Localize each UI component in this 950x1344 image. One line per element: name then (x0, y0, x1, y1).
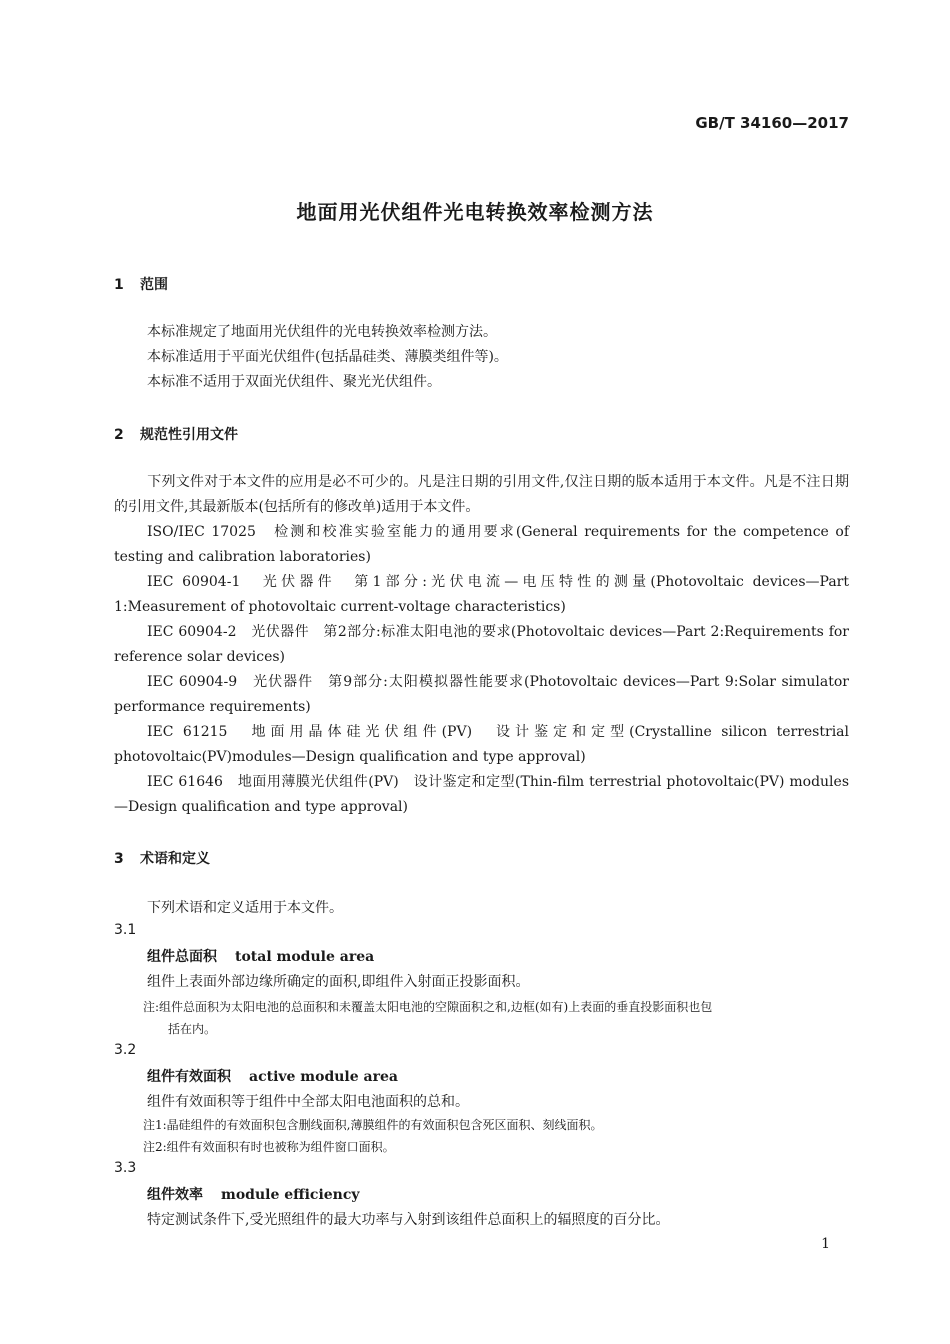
intro-text: 下列文件对于本文件的应用是必不可少的。凡是注日期的引用文件,仅注日期的版本适用于本文件。凡是不注日期的引用文件,其最新版本(包括所有的修改单)适用于本文件。 (114, 474, 849, 515)
term-en: module efficiency (221, 1187, 360, 1203)
reference-text: IEC 61646 地面用薄膜光伏组件(PV) 设计鉴定和定型(Thin-film terrestrial photovoltaic(PV) modules—Design qualification and type approval) (114, 774, 849, 815)
paragraph: 本标准不适用于双面光伏组件、聚光光伏组件。 (147, 374, 441, 390)
note-text: 组件总面积为太阳电池的总面积和未覆盖太阳电池的空隙面积之和,边框(如有)上表面的垂直投影面积也包 (159, 1000, 713, 1014)
paragraph: 本标准适用于平面光伏组件(包括晶硅类、薄膜类组件等)。 (147, 349, 508, 365)
standard-code: GB/T 34160—2017 (695, 114, 849, 132)
section-2-heading (114, 424, 238, 444)
reference-text: ISO/IEC 17025 检测和校准实验室能力的通用要求(General requirements for the competence of testing and calibration laboratories) (114, 524, 849, 565)
paragraph (114, 470, 849, 520)
section-title: 范围 (140, 277, 168, 293)
term-title (147, 946, 374, 966)
term-title (147, 1066, 398, 1086)
note-text-cont: 括在内。 (168, 1022, 217, 1036)
reference-entry (114, 720, 849, 770)
section-number: 1 (114, 277, 124, 293)
section-number: 2 (114, 427, 124, 443)
term-en: total module area (235, 949, 375, 965)
term-zh: 组件总面积 (147, 949, 217, 965)
paragraph: 本标准规定了地面用光伏组件的光电转换效率检测方法。 (147, 324, 497, 340)
section-3-heading (114, 848, 210, 868)
term-en: active module area (249, 1069, 398, 1085)
term-zh: 组件效率 (147, 1187, 203, 1203)
section-title: 规范性引用文件 (140, 427, 238, 443)
reference-entry (114, 570, 849, 620)
term-number: 3.1 (114, 922, 137, 938)
term-definition: 特定测试条件下,受光照组件的最大功率与入射到该组件总面积上的辐照度的百分比。 (147, 1212, 670, 1228)
note (143, 996, 849, 1040)
term-number: 3.3 (114, 1160, 137, 1176)
term-definition: 组件有效面积等于组件中全部太阳电池面积的总和。 (147, 1094, 469, 1110)
note: 注1:晶硅组件的有效面积包含删线面积,薄膜组件的有效面积包含死区面积、刻线面积。 (143, 1118, 603, 1132)
note: 注2:组件有效面积有时也被称为组件窗口面积。 (143, 1140, 395, 1154)
reference-entry (114, 620, 849, 670)
document-title: 地面用光伏组件光电转换效率检测方法 (296, 200, 654, 224)
reference-text: IEC 60904-1 光伏器件 第1部分:光伏电流—电压特性的测量(Photovoltaic devices—Part 1:Measurement of photovoltaic current-voltage characteristics) (114, 574, 849, 615)
page-number: 1 (821, 1236, 830, 1252)
paragraph: 下列术语和定义适用于本文件。 (147, 900, 343, 916)
reference-entry (114, 770, 849, 820)
term-definition: 组件上表面外部边缘所确定的面积,即组件入射面正投影面积。 (147, 974, 530, 990)
term-title (147, 1184, 360, 1204)
reference-text: IEC 60904-9 光伏器件 第9部分:太阳模拟器性能要求(Photovoltaic devices—Part 9:Solar simulator performance requirements) (114, 674, 849, 715)
section-number: 3 (114, 851, 124, 867)
reference-text: IEC 61215 地面用晶体硅光伏组件(PV) 设计鉴定和定型(Crystalline silicon terrestrial photovoltaic(PV)modules—Design qualification and type approval) (114, 724, 849, 765)
note-label: 注: (143, 1000, 160, 1014)
term-number: 3.2 (114, 1042, 137, 1058)
reference-entry (114, 520, 849, 570)
section-1-heading (114, 274, 168, 294)
reference-entry (114, 670, 849, 720)
reference-text: IEC 60904-2 光伏器件 第2部分:标准太阳电池的要求(Photovoltaic devices—Part 2:Requirements for reference solar devices) (114, 624, 849, 665)
term-zh: 组件有效面积 (147, 1069, 231, 1085)
section-title: 术语和定义 (140, 851, 210, 867)
